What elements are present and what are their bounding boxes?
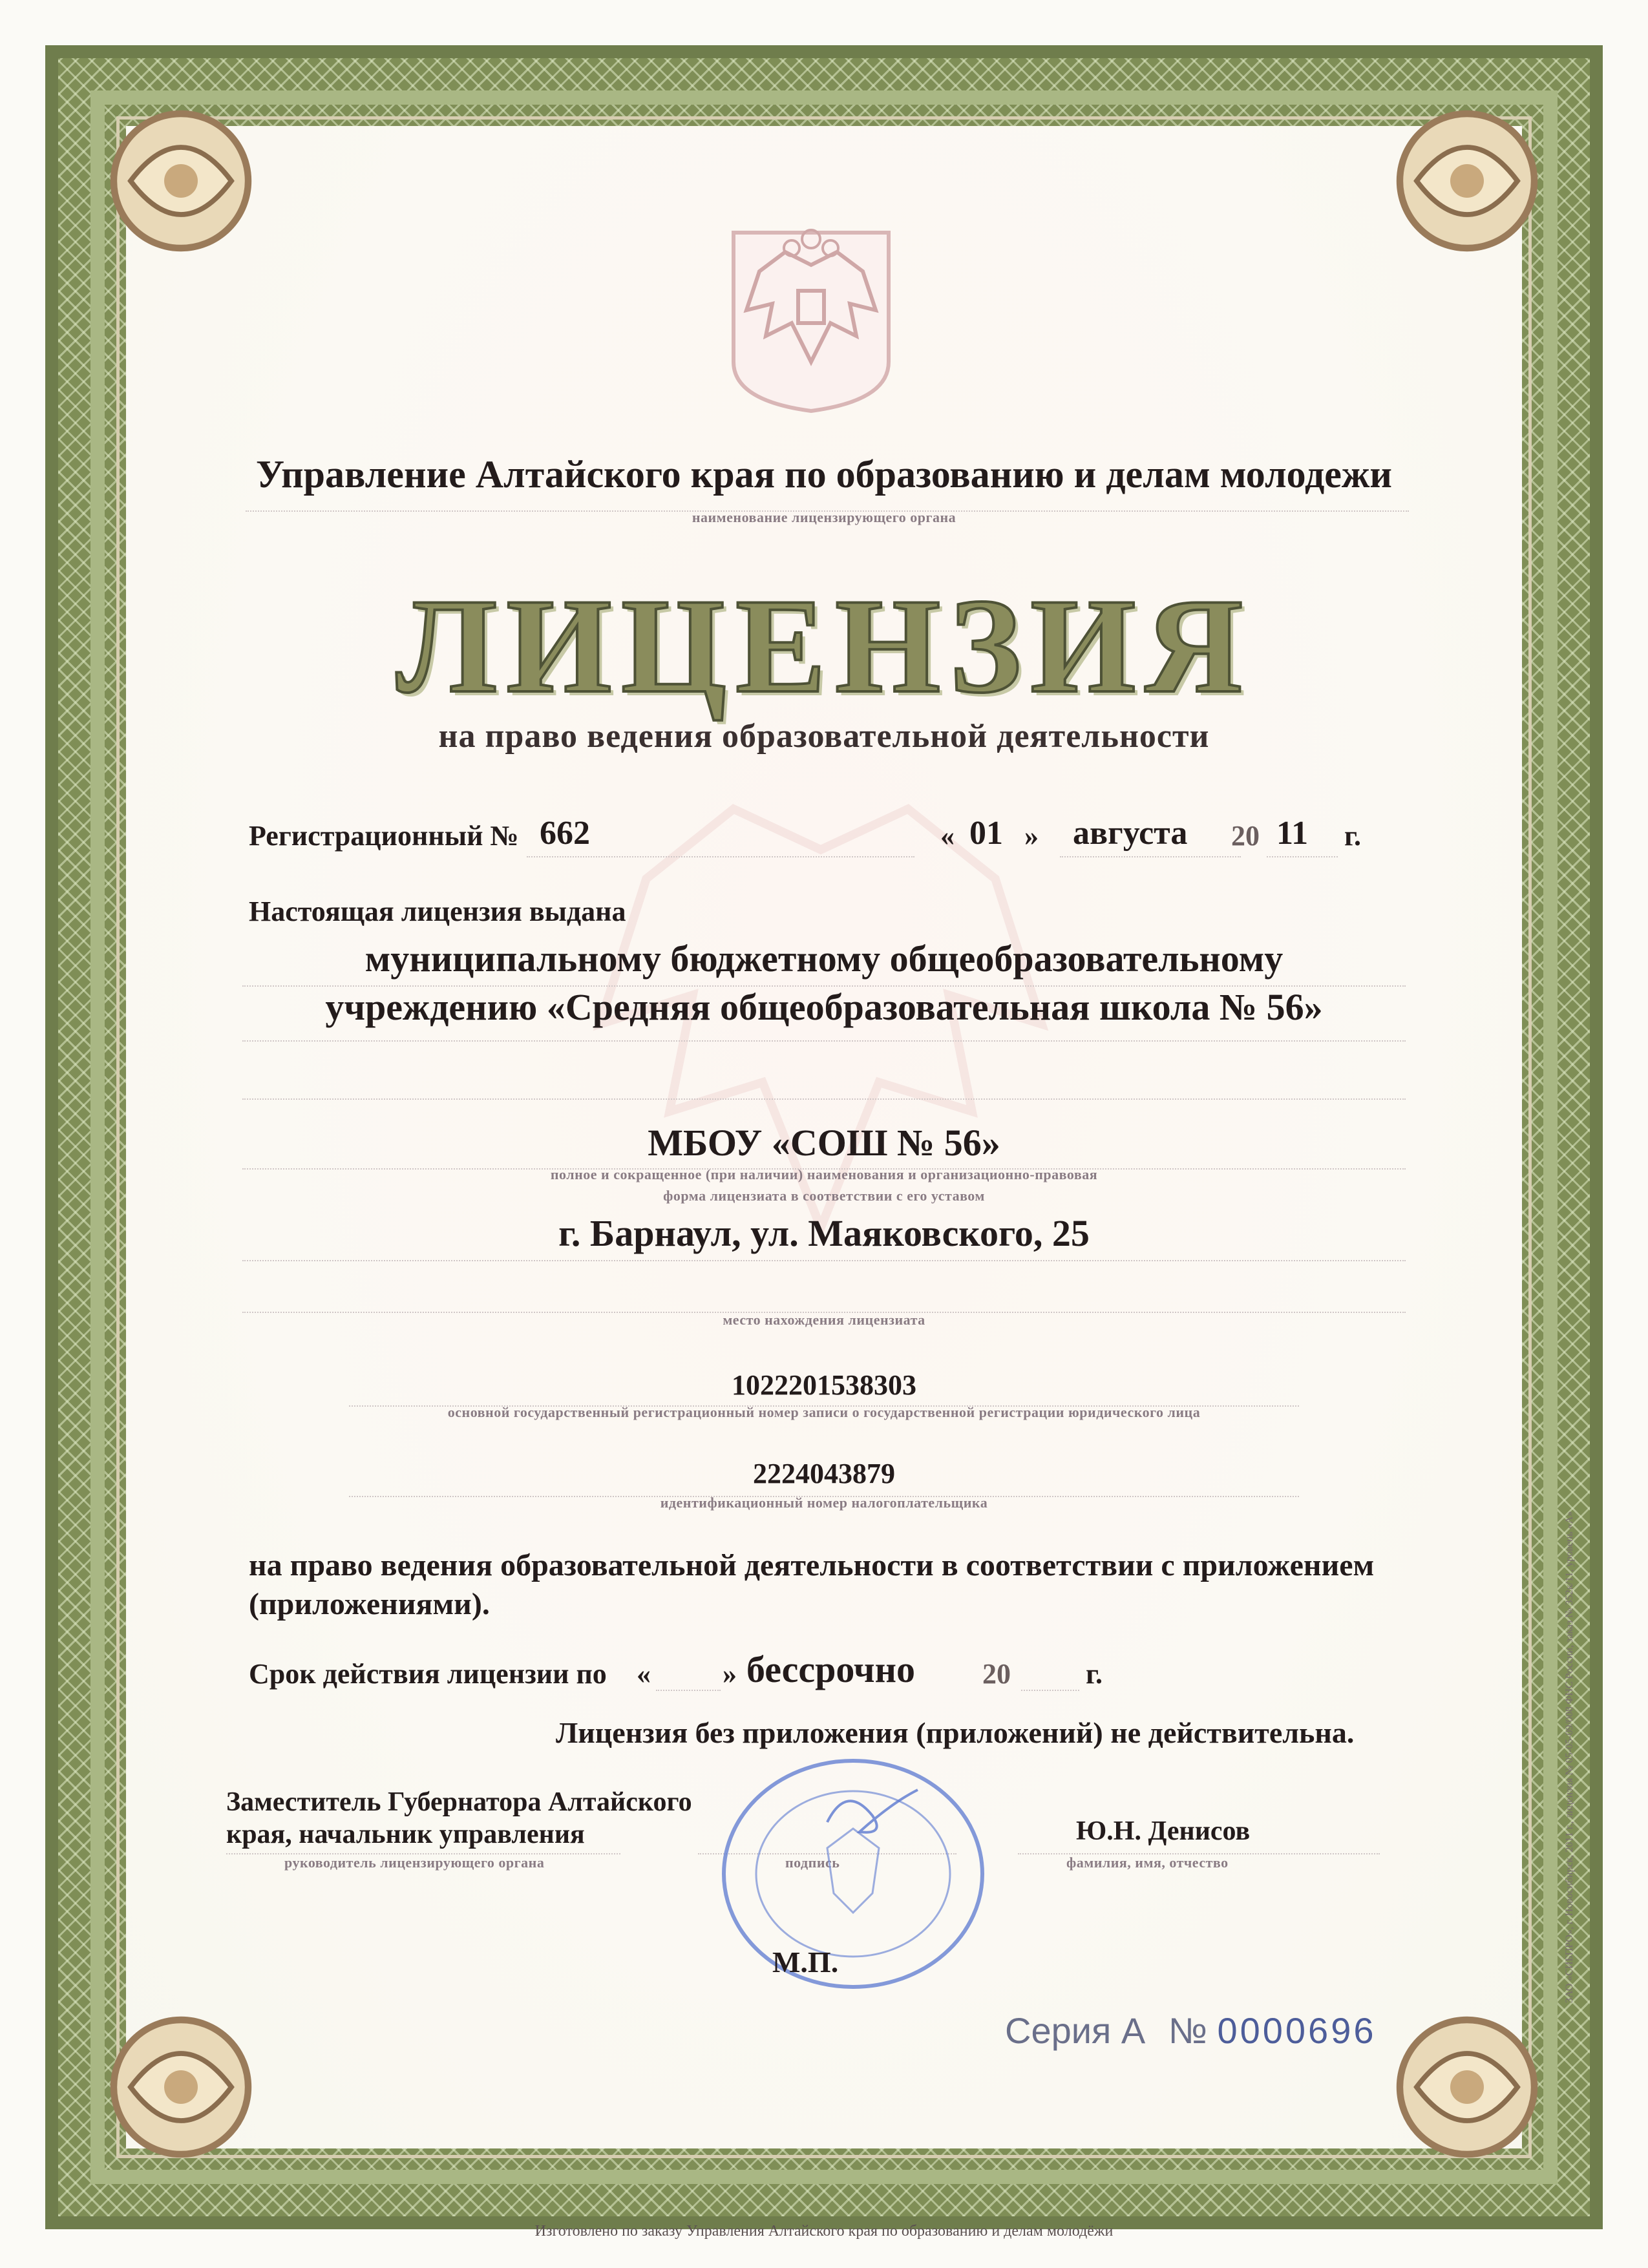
licensee-address: г. Барнаул, ул. Маяковского, 25 <box>558 1212 1090 1254</box>
registration-year-value: 11 <box>1276 815 1309 852</box>
validity-label: Срок действия лицензии по <box>249 1658 607 1690</box>
licensee-name-line2: учреждению «Средняя общеобразовательная школа № 56» <box>325 986 1323 1028</box>
registration-year-prefix: 20 <box>1231 820 1260 852</box>
rights-text-line1: на право ведения образовательной деятельности в соответствии с приложением <box>249 1548 1375 1582</box>
registration-month-line <box>1060 856 1241 857</box>
annex-validity-note: Лицензия без приложения (приложений) не действительна. <box>556 1716 1355 1749</box>
corner-ornament-top-left-icon <box>97 97 265 265</box>
seal-place-label: М.П. <box>772 1946 839 1979</box>
registration-number-value: 662 <box>540 815 590 852</box>
issued-to-label: Настоящая лицензия выдана <box>249 896 626 927</box>
serial-number-sign: № <box>1168 2010 1207 2051</box>
inn-value: 2224043879 <box>753 1458 895 1489</box>
licensee-address-underline <box>242 1260 1406 1261</box>
registration-month-value: августа <box>1073 815 1188 852</box>
printer-side-note: ЗАО «СИБПРО», г. Новосибирск, 2011 г., лицензия № 05-05-09/008 ФНС России, заказ № 352к/11, уровень «А» <box>1564 1511 1575 2003</box>
official-stamp-seal-icon <box>698 1745 1008 2003</box>
licensee-name-caption-line1: полное и сокращенное (при наличии) наименования и организационно-правовая <box>550 1166 1098 1182</box>
signatory-position-line2: края, начальник управления <box>226 1820 585 1849</box>
registration-day-quote-close: » <box>1024 820 1039 852</box>
validity-quote-close: » <box>723 1658 737 1690</box>
document-title: ЛИЦЕНЗИЯ <box>396 571 1252 721</box>
inn-caption: идентификационный номер налогоплательщика <box>660 1495 988 1511</box>
signatory-position-line1: Заместитель Губернатора Алтайского <box>226 1787 692 1817</box>
corner-ornament-top-right-icon <box>1383 97 1551 265</box>
rights-text-line2: (приложениями). <box>249 1587 490 1621</box>
registration-day-quote-open: « <box>940 820 955 852</box>
signatory-name: Ю.Н. Денисов <box>1076 1816 1251 1846</box>
registration-number-line <box>527 856 914 857</box>
registration-year-unit: г. <box>1344 820 1362 852</box>
licensee-name-line1: муниципальному бюджетному общеобразовательному <box>364 938 1284 980</box>
signatory-name-caption: фамилия, имя, отчество <box>1066 1854 1229 1871</box>
serial-series-letter: А <box>1121 2010 1146 2051</box>
corner-ornament-bottom-left-icon <box>97 2003 265 2171</box>
validity-value: бессрочно <box>746 1648 916 1690</box>
licensee-short-name: МБОУ «СОШ № 56» <box>648 1122 1000 1164</box>
ogrn-caption: основной государственный регистрационный номер записи о государственной регистрации юридического лица <box>447 1404 1201 1420</box>
licensing-authority-name: Управление Алтайского края по образованию и делам молодежи <box>255 453 1393 496</box>
corner-ornament-bottom-right-icon <box>1383 2003 1551 2171</box>
validity-year-prefix: 20 <box>982 1658 1011 1690</box>
licensee-address-caption: место нахождения лицензиата <box>723 1312 925 1328</box>
licensing-authority-caption: наименование лицензирующего органа <box>692 509 956 525</box>
licensee-blank-line1 <box>242 1098 1406 1100</box>
registration-number-label: Регистрационный № <box>249 820 519 852</box>
registration-year-line <box>1267 856 1338 857</box>
validity-day-line <box>656 1690 721 1691</box>
signature-caption: подпись <box>785 1854 840 1871</box>
serial-series-word: Серия <box>1005 2010 1112 2051</box>
serial-label <box>1005 2010 1376 2052</box>
document-subtitle: на право ведения образовательной деятельности <box>438 718 1210 755</box>
validity-year-line <box>1021 1690 1079 1691</box>
ogrn-value: 1022201538303 <box>732 1369 916 1401</box>
signatory-position-caption: руководитель лицензирующего органа <box>284 1854 545 1871</box>
serial-number-value: 0000696 <box>1217 2010 1377 2051</box>
registration-day-value: 01 <box>969 815 1003 852</box>
licensee-name-caption-line2: форма лицензиата в соответствии с его уставом <box>663 1188 985 1204</box>
validity-year-unit: г. <box>1086 1658 1103 1690</box>
validity-quote-open: « <box>637 1658 651 1690</box>
licensee-name-line2-underline <box>242 1040 1406 1042</box>
manufacturer-footer: Изготовлено по заказу Управления Алтайского края по образованию и делам молодёжи <box>534 2223 1114 2240</box>
coat-of-arms-eagle-icon <box>721 220 902 414</box>
